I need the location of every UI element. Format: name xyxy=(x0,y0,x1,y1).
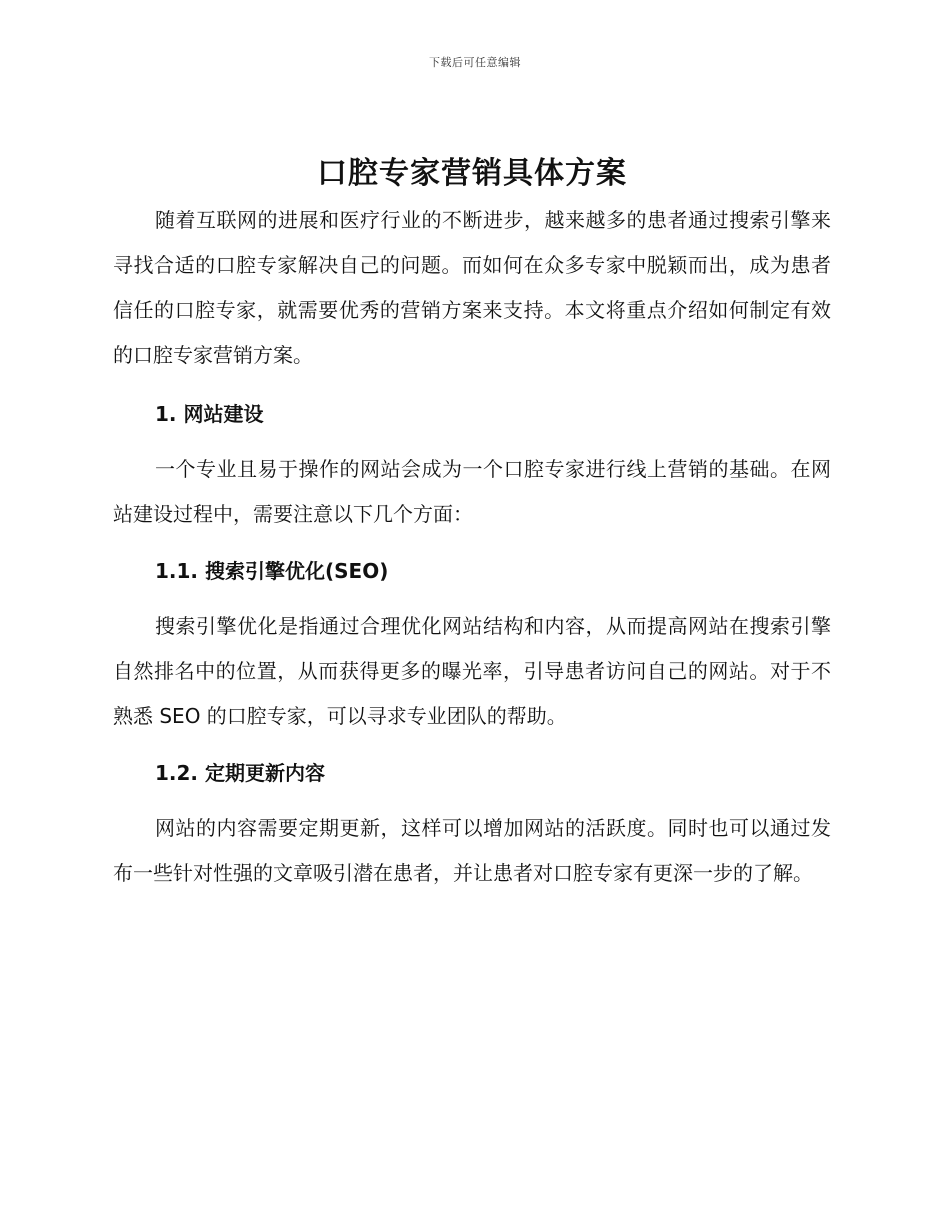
section-body-seo: 搜索引擎优化是指通过合理优化网站结构和内容，从而提高网站在搜索引擎自然排名中的位置，从而获得更多的曝光率，引导患者访问自己的网站。对于不熟悉 SEO 的口腔专家，可以寻求专业团队的帮助。 xyxy=(113,614,831,728)
document-title: 口腔专家营销具体方案 xyxy=(317,156,627,191)
section-body-website: 一个专业且易于操作的网站会成为一个口腔专家进行线上营销的基础。在网站建设过程中，需要注意以下几个方面： xyxy=(113,457,831,526)
section-body-update: 网站的内容需要定期更新，这样可以增加网站的活跃度。同时也可以通过发布一些针对性强的文章吸引潜在患者，并让患者对口腔专家有更深一步的了解。 xyxy=(113,816,831,885)
section-heading-website: 1. 网站建设 xyxy=(155,402,264,426)
section-heading-seo: 1.1. 搜索引擎优化(SEO) xyxy=(155,559,389,583)
document-body xyxy=(113,150,831,896)
intro-paragraph: 随着互联网的进展和医疗行业的不断进步，越来越多的患者通过搜索引擎来寻找合适的口腔专家解决自己的问题。而如何在众多专家中脱颖而出，成为患者信任的口腔专家，就需要优秀的营销方案来支持。本文将重点介绍如何制定有效的口腔专家营销方案。 xyxy=(113,208,831,367)
section-heading-update: 1.2. 定期更新内容 xyxy=(155,761,325,785)
header-note: 下载后可任意编辑 xyxy=(429,56,521,69)
